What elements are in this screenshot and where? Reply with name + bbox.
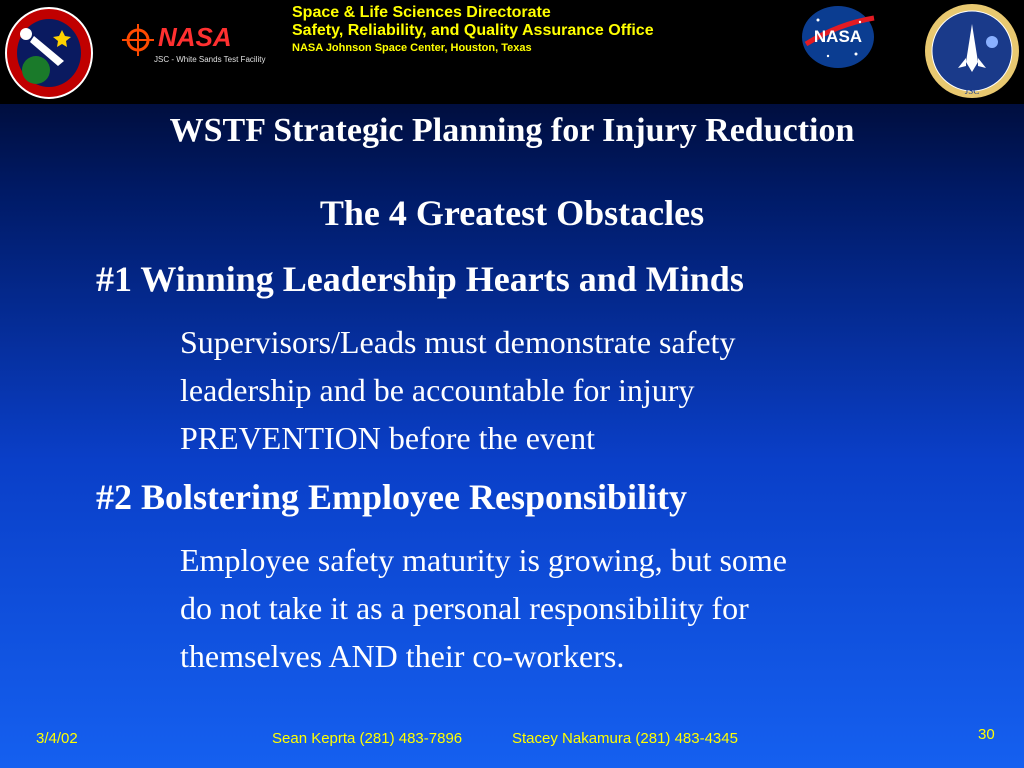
jsc-seal-logo xyxy=(922,2,1022,100)
obstacle-1-line: Supervisors/Leads must demonstrate safety xyxy=(180,324,736,360)
obstacle-1-line: PREVENTION before the event xyxy=(180,420,595,456)
obstacle-2-body xyxy=(180,536,960,680)
header-bar xyxy=(0,0,1024,104)
jsc-seal-text: JSC xyxy=(964,86,980,96)
obstacle-2-heading: #2 Bolstering Employee Responsibility xyxy=(96,477,688,517)
obstacle-2-line: themselves AND their co-workers. xyxy=(180,638,625,674)
footer-contact-1: Sean Keprta (281) 483-7896 xyxy=(272,730,463,747)
footer-date: 3/4/02 xyxy=(36,730,78,747)
obstacle-1-line: leadership and be accountable for injury xyxy=(180,372,695,408)
obstacle-1-heading: #1 Winning Leadership Hearts and Minds xyxy=(96,259,744,299)
wstf-logo xyxy=(118,16,266,72)
obstacle-2-line: Employee safety maturity is growing, but some xyxy=(180,542,787,578)
obstacle-2-line: do not take it as a personal responsibility for xyxy=(180,590,749,626)
page-number: 30 xyxy=(978,726,995,743)
header-text xyxy=(292,4,654,56)
wstf-logo-caption: JSC - White Sands Test Facility xyxy=(154,55,266,64)
footer-contact-2: Stacey Nakamura (281) 483-4345 xyxy=(512,730,738,747)
office-name: Safety, Reliability, and Quality Assurance Office xyxy=(292,22,654,39)
nasa-meatball-text: NASA xyxy=(813,27,863,46)
nasa-meatball-logo xyxy=(798,4,878,70)
wstf-logo-text: NASA xyxy=(158,22,232,52)
slide-subtitle: The 4 Greatest Obstacles xyxy=(319,193,705,233)
sr-qa-patch-logo xyxy=(4,6,94,100)
directorate-name: Space & Life Sciences Directorate xyxy=(292,4,551,21)
obstacle-1-body xyxy=(180,318,960,462)
center-location: NASA Johnson Space Center, Houston, Texas xyxy=(292,42,532,54)
slide-title: WSTF Strategic Planning for Injury Reduction xyxy=(169,112,855,149)
